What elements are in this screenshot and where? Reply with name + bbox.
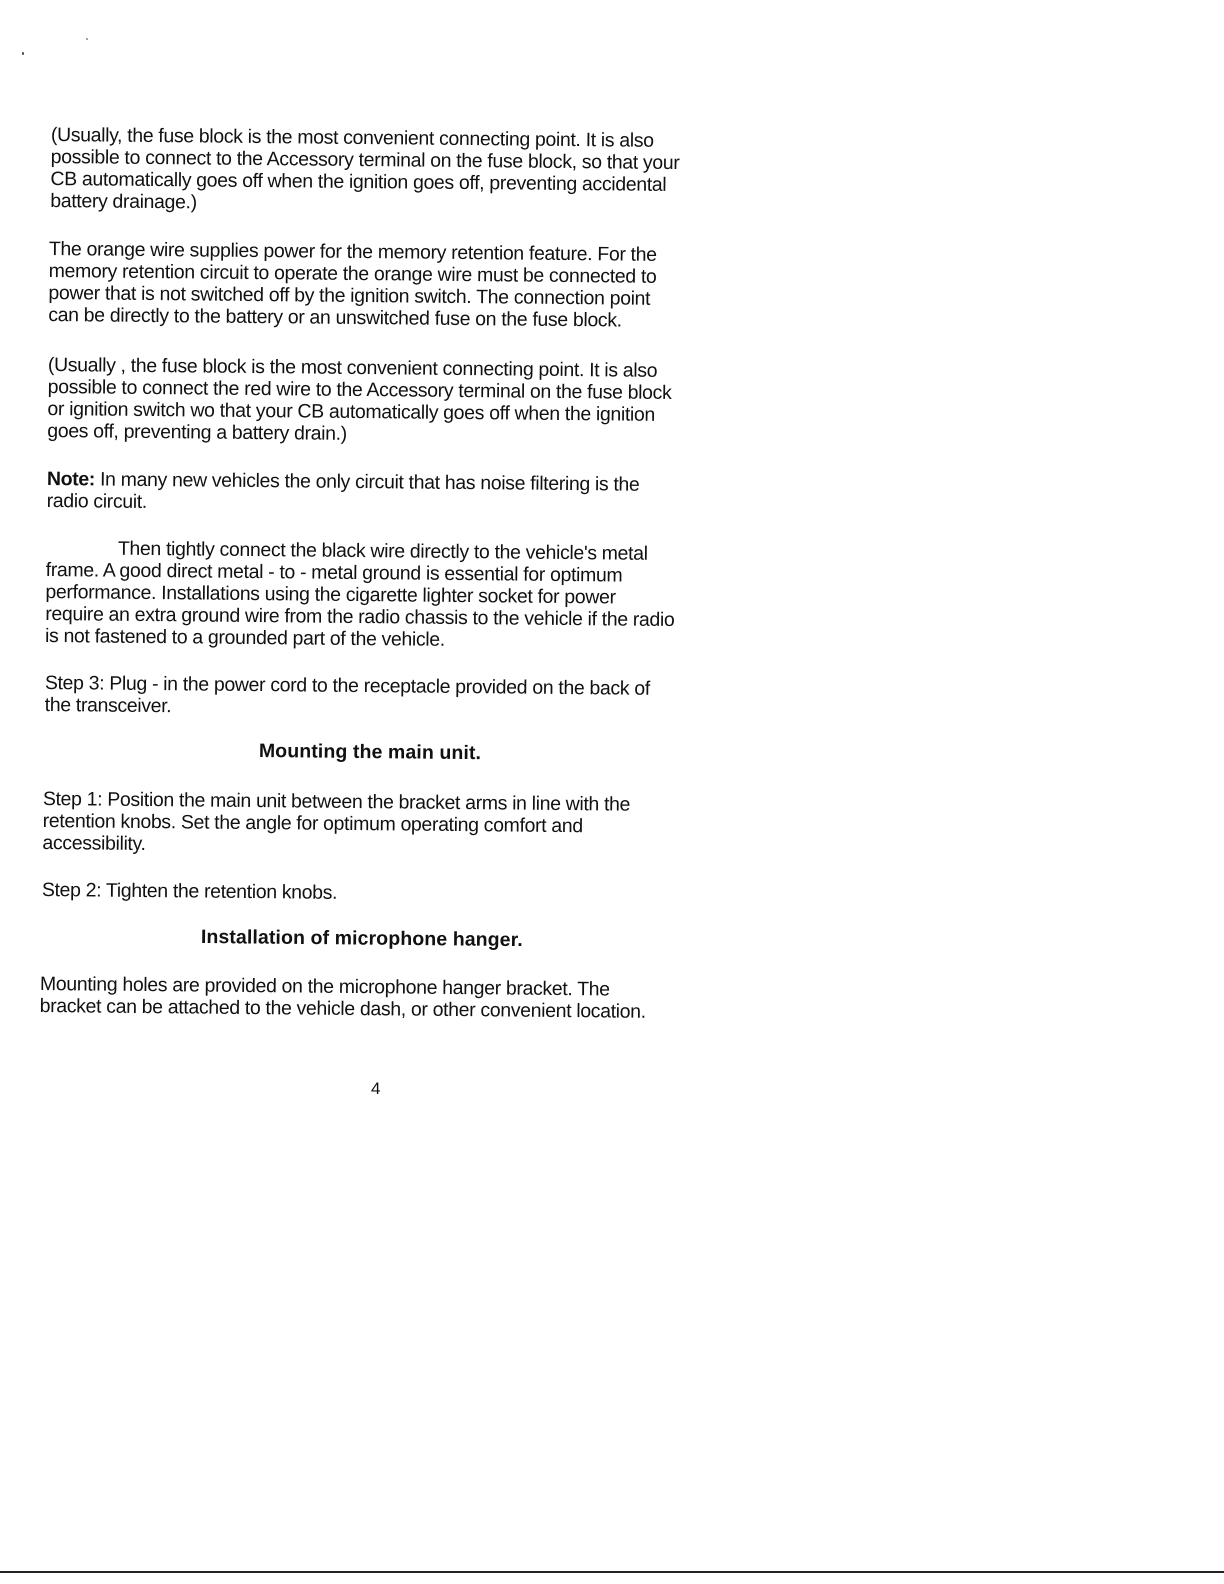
text-line: Step 2: Tighten the retention knobs. [41, 879, 338, 904]
text-line: Mounting holes are provided on the microphone hanger bracket. The [39, 973, 610, 1001]
text-line: CB automatically goes off when the ignition goes off, preventing accidental [50, 167, 667, 196]
text-line: frame. A good direct metal - to - metal ground is essential for optimum [45, 558, 623, 587]
text-line: memory retention circuit to operate the orange wire must be connected to [48, 259, 657, 288]
paragraph-red-wire-accessory [47, 354, 672, 448]
paragraph-mounting-step-2 [42, 879, 337, 904]
text-line: possible to connect to the Accessory terminal on the fuse block, so that your [50, 145, 680, 175]
page-number: 4 [371, 1079, 381, 1098]
paragraph-step-3 [45, 672, 650, 722]
scan-speck [22, 52, 24, 55]
paragraph-fuse-block-accessory [50, 124, 680, 218]
text-line: is not fastened to a grounded part of the vehicle. [44, 624, 446, 651]
heading-mounting-main-unit: Mounting the main unit. [258, 740, 482, 765]
text-line: or ignition switch wo that your CB automatically goes off when the ignition [47, 397, 656, 426]
text-line: goes off, preventing a battery drain.) [47, 419, 347, 445]
text-line: radio circuit. [46, 489, 148, 513]
text-line: Step 3: Plug - in the power cord to the receptacle provided on the back of [44, 672, 650, 700]
text-line: the transceiver. [44, 693, 172, 718]
text-line: performance. Installations using the cigarette lighter socket for power [45, 580, 616, 609]
indented-text: Then tightly connect the black wire directly to the vehicle's metal [117, 537, 648, 565]
text-line: accessibility. [42, 831, 146, 855]
text-line: possible to connect the red wire to the Accessory terminal on the fuse block [47, 375, 672, 404]
text-line: The orange wire supplies power for the memory retention feature. For the [48, 238, 657, 266]
scan-speck [86, 38, 88, 40]
text-line: (Usually, the fuse block is the most convenient connecting point. It is also [50, 124, 654, 152]
note-text: In many new vehicles the only circuit that has noise filtering is the [94, 468, 640, 496]
text-line: retention knobs. Set the angle for optimum operating comfort and [42, 809, 583, 838]
paragraph-orange-wire [48, 238, 657, 332]
note-label: Note: [46, 468, 96, 491]
paragraph-note [47, 468, 640, 518]
paragraph-black-wire-ground [45, 537, 675, 653]
heading-microphone-hanger: Installation of microphone hanger. [200, 926, 523, 952]
paragraph-mounting-step-1 [42, 788, 630, 860]
text-line: require an extra ground wire from the radio chassis to the vehicle if the radio [45, 602, 675, 632]
page-bottom-rule [0, 1571, 1224, 1573]
text-line: (Usually , the fuse block is the most convenient connecting point. It is also [47, 354, 658, 382]
paragraph-microphone-hanger [40, 973, 646, 1023]
text-line: bracket can be attached to the vehicle dash, or other convenient location. [39, 994, 646, 1023]
text-line: power that is not switched off by the ignition switch. The connection point [48, 281, 651, 310]
text-line: can be directly to the battery or an unswitched fuse on the fuse block. [48, 303, 622, 332]
text-line: Step 1: Position the main unit between the bracket arms in line with the [42, 788, 631, 816]
text-line: battery drainage.) [50, 189, 197, 214]
